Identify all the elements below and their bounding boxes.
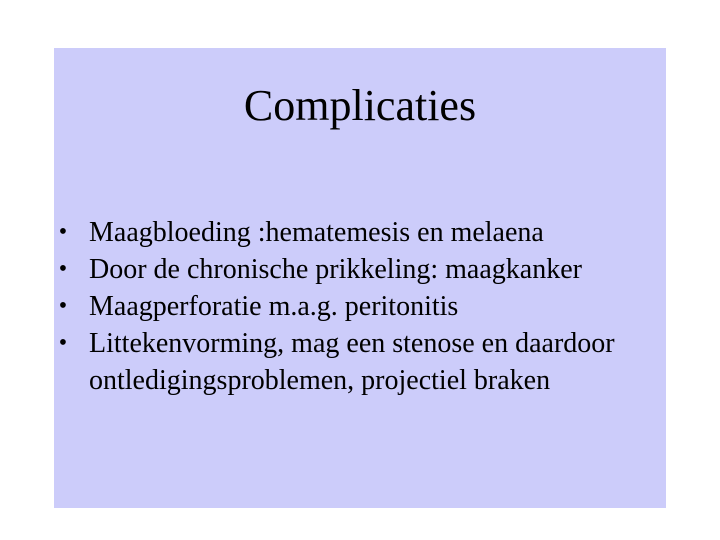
bullet-icon: • xyxy=(58,219,68,245)
bullet-text: Maagperforatie m.a.g. peritonitis xyxy=(89,291,459,322)
list-item xyxy=(54,288,666,325)
bullet-text: Littekenvorming, mag een stenose en daardoor ontledigingsproblemen, projectiel braken xyxy=(89,328,615,396)
list-item xyxy=(54,325,666,399)
bullet-icon: • xyxy=(58,330,68,356)
bullet-icon: • xyxy=(58,293,68,319)
slide-title: Complicaties xyxy=(243,81,477,130)
list-item xyxy=(54,251,666,288)
bullet-icon: • xyxy=(58,256,68,282)
bullet-list xyxy=(54,214,666,399)
bullet-text: Door de chronische prikkeling: maagkanker xyxy=(89,254,582,285)
list-item xyxy=(54,214,666,251)
bullet-text: Maagbloeding :hematemesis en melaena xyxy=(89,217,544,248)
